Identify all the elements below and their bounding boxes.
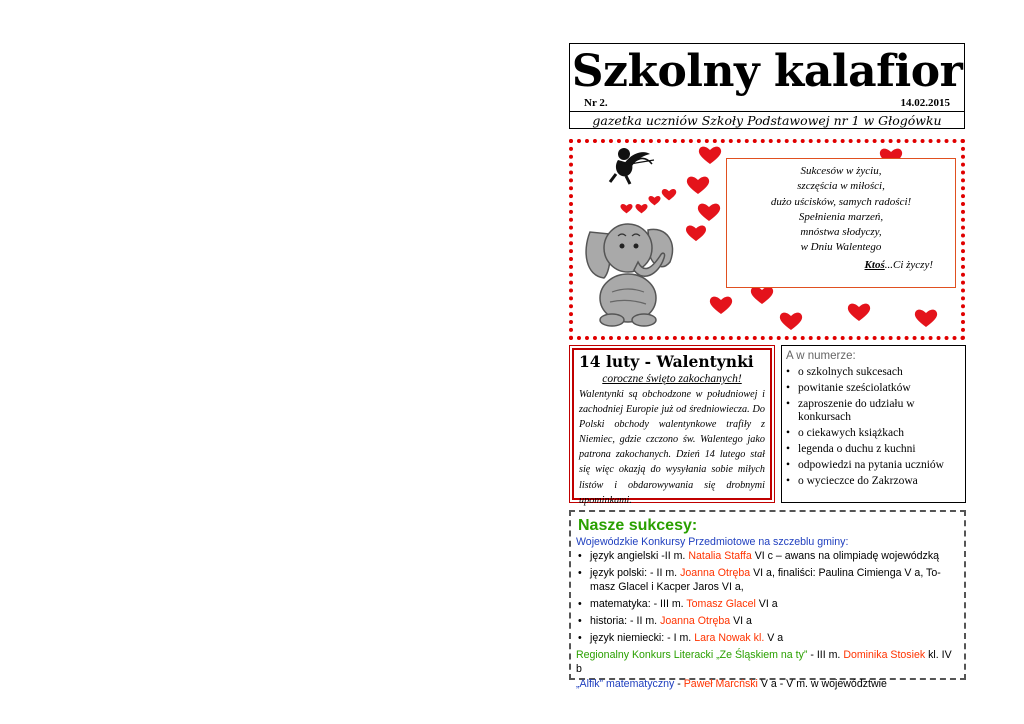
heart-icon <box>648 195 661 206</box>
toc-item: • o wycieczce do Zakrzowa <box>786 475 961 488</box>
heart-icon <box>635 203 648 214</box>
masthead <box>569 43 965 129</box>
wish-line: dużo uścisków, samych radości! <box>770 195 912 208</box>
wishes-box <box>726 158 956 288</box>
achievement-item: • matematyka: - III m. Tomasz Glacel VI a <box>576 597 958 611</box>
newspaper-subtitle: gazetka uczniów Szkoły Podstawowej nr 1 w Głogówku <box>570 111 964 130</box>
heart-icon <box>913 308 939 328</box>
heart-icon <box>778 311 804 331</box>
alfik-contest: „Alfik” matematyczny - Paweł Marcński V a - V m. w województwie <box>576 677 887 690</box>
heart-icon <box>749 285 775 305</box>
toc-item: • o ciekawych książkach <box>786 427 961 440</box>
achievement-item: • język niemiecki: - I m. Lara Nowak kl. V a <box>576 631 958 645</box>
heart-icon <box>685 175 711 195</box>
achievement-item: • język polski: - II m. Joanna Otręba VI a, finaliści: Paulina Cimienga V a, To-masz Glacel i Kacper Jaros VI a, <box>576 566 958 595</box>
heart-icon <box>846 302 872 322</box>
achievement-item: • język angielski -II m. Natalia Staffa VI c – awans na olimpiadę wojewódzką <box>576 549 958 563</box>
cupid-icon <box>604 144 656 186</box>
student-name: Joanna Otręba <box>680 567 751 580</box>
student-name: Lara Nowak kl. <box>694 632 765 645</box>
article-subtitle: coroczne święto zakochanych! <box>602 373 742 385</box>
student-name: Joanna Otręba <box>660 615 731 628</box>
student-name: Paweł Marcński <box>683 677 758 690</box>
toc-item: • o szkolnych sukcesach <box>786 366 961 379</box>
toc-item: • zaproszenie do udziału w konkursach <box>786 398 961 424</box>
achievements-section <box>569 510 966 690</box>
wish-line: w Dniu Walentego <box>800 241 882 254</box>
achievements-intro: Wojewódzkie Konkursy Przedmiotowe na szczeblu gminy: <box>576 536 849 548</box>
heart-icon <box>697 145 723 165</box>
signature-text: ...Ci życzy! <box>884 258 933 271</box>
valentines-article <box>569 345 775 506</box>
issue-date: 14.02.2015 <box>900 97 950 109</box>
achievement-item: • historia: - II m. Joanna Otręba VI a <box>576 614 958 628</box>
heart-icon <box>708 295 734 315</box>
in-this-issue <box>781 345 966 503</box>
signature-name: Ktoś <box>864 258 885 271</box>
toc-item: • powitanie sześciolatków <box>786 382 961 395</box>
wish-line: mnóstwa słodyczy, <box>800 226 882 239</box>
student-name: Natalia Staffa <box>688 550 752 563</box>
newspaper-title: Szkolny kalafior <box>571 46 963 97</box>
toc-title: A w numerze: <box>786 350 856 362</box>
issue-number: Nr 2. <box>584 97 608 109</box>
toc-item: • legenda o duchu z kuchni <box>786 443 961 456</box>
wish-line: Sukcesów w życiu, <box>800 165 882 177</box>
achievements-title: Nasze sukcesy: <box>578 517 698 534</box>
toc-item: • odpowiedzi na pytania uczniów <box>786 459 961 472</box>
student-name: Dominika Stosiek <box>843 649 926 662</box>
heart-icon <box>661 188 677 201</box>
elephant-icon <box>582 212 686 328</box>
wish-signature <box>727 258 955 273</box>
wish-line: Spełnienia marzeń, <box>798 210 884 223</box>
heart-icon <box>685 224 707 242</box>
article-body: Walentynki są obchodzone w południowej i zachodniej Europie już od średniowiecza. Do Polski obchody walentynkowe trafiły z Niemiec, gdzie czczono św. Walentego jako patrona zakochanych. Dzień 14 lutego stał się więc okazją do wysyłania sobie miłych listów i obdarowywania się drobnymi upominkami. <box>579 389 765 506</box>
heart-icon <box>620 203 633 214</box>
wish-line: szczęścia w miłości, <box>797 180 885 193</box>
student-name: Tomasz Glacel <box>686 598 756 611</box>
article-title: 14 luty - Walentynki <box>579 352 754 371</box>
regional-contest: Regionalny Konkurs Literacki „Ze Śląskiem na ty” - III m. Dominika Stosiek kl. IV b <box>576 649 952 676</box>
heart-icon <box>696 202 722 222</box>
